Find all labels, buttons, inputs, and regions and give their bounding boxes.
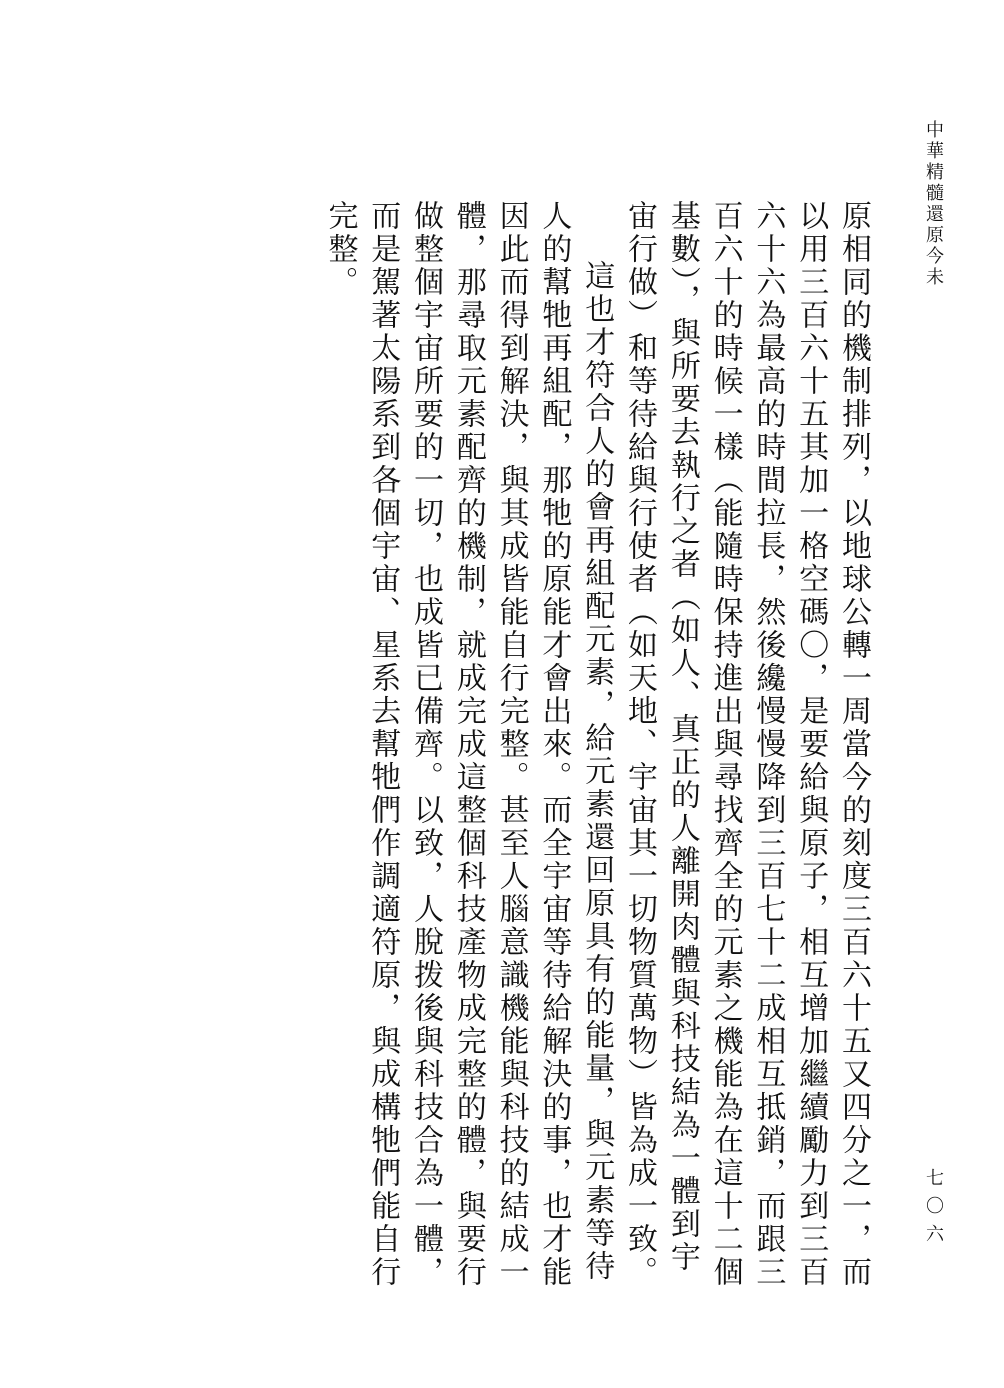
running-header-title: 中華精髓還原今未 [923,120,944,288]
main-text-column-block [318,200,874,1300]
paragraph-2: 這也才符合人的會再組配元素，給元素還回原具有的能量，與元素等待人的幫牠再組配，那牠的原能才會出來。而全宇宙等待給解決的事，也才能因此而得到解決，與其成皆能自行完整。甚至人腦意識機能與科技的結成一體，那尋取元素配齊的機制，就成完成這整個科技產物成完整的體，與要行做整個宇宙所要的一切，也成皆已備齊。以致，人脫拨後與科技合為一體，而是駕著太陽系到各個宇宙、星系去幫牠們作調適符原，與成構牠們能自行完整。 [322,200,615,1289]
paragraph-1: 原相同的機制排列，以地球公轉一周當今的刻度三百六十五又四分之一，而以用三百六十五其加一格空碼〇，是要給與原子，相互增加繼續勵力到三百六十六為最高的時間拉長，然後纔慢慢降到三百七十二成相互抵銷，而跟三百六十的時候一樣（能隨時保持進出與尋找齊全的元素之機能為在這十二個基數），與所要去執行之者（如人、真正的人離開肉體與科技結為一體到宇宙行做）和等待給與行使者（如天地、宇宙其一切物質萬物）皆為成一致。 [622,200,871,1289]
page-number: 七〇六 [923,1168,944,1252]
